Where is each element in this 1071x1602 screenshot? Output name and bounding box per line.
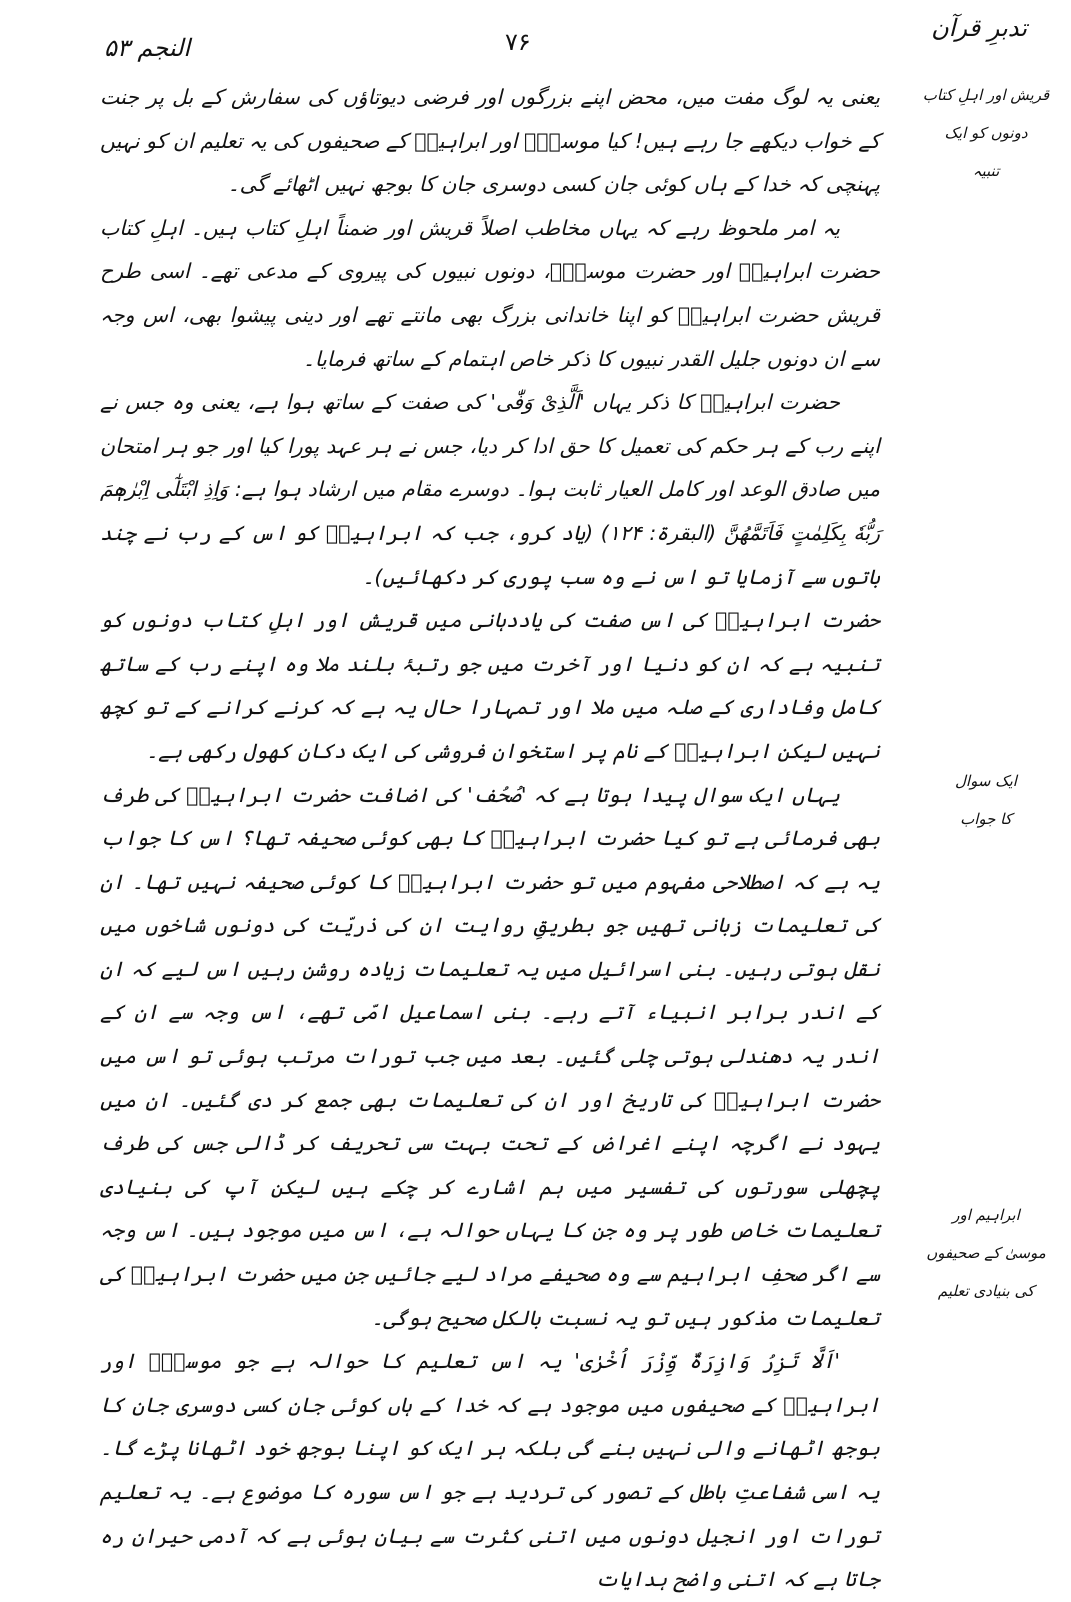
main-text xyxy=(100,76,880,1602)
book-title: تدبرِ قرآن xyxy=(931,14,1027,42)
page-header xyxy=(0,14,1071,74)
paragraph: 'اَلَّا تَزِرُ وَازِرَةٌ وِّزْرَ اُخْرٰی' یہ اس تعلیم کا حوالہ ہے جو موسیٰؑ اور ابراہیمؑ کے صحیفوں میں موجود ہے کہ خدا کے ہاں کوئی جان کسی دوسری جان کا بوجھ اٹھانے والی نہیں بنے گی بلکہ ہر ایک کو اپنا بوجھ خود اٹھانا پڑے گا۔ یہ اسی شفاعتِ باطل کے تصور کی تردید ہے جو اس سورہ کا موضوع ہے۔ یہ تعلیم تورات اور انجیل دونوں میں اتنی کثرت سے بیان ہوئی ہے کہ آدمی حیران رہ جاتا ہے کہ اتنی واضح ہدایات xyxy=(100,1349,880,1592)
paragraph: یہ امر ملحوظ رہے کہ یہاں مخاطب اصلاً قریش اور ضمناً اہلِ کتاب ہیں۔ اہلِ کتاب حضرت ابراہیمؑ اور حضرت موسیٰؑ، دونوں نبیوں کی پیروی کے مدعی تھے۔ اسی طرح قریش حضرت ابراہیمؑ کو اپنا خاندانی بزرگ بھی مانتے تھے اور دینی پیشوا بھی، اس وجہ سے ان دونوں جلیل القدر نبیوں کا ذکر خاص اہتمام کے ساتھ فرمایا۔ xyxy=(100,215,880,371)
paragraph: یعنی یہ لوگ مفت میں، محض اپنے بزرگوں اور فرضی دیوتاؤں کی سفارش کے بل پر جنت کے خواب دیکھے جا رہے ہیں! کیا موسیٰؑ اور ابراہیمؑ کے صحیفوں کی یہ تعلیم ان کو نہیں پہنچی کہ خدا کے ہاں کوئی جان کسی دوسری جان کا بوجھ نہیں اٹھائے گی۔ xyxy=(100,85,880,197)
margin-note-question xyxy=(901,762,1071,838)
page-number: ۷۶ xyxy=(505,28,531,56)
margin-note-line: ابراہیم اور xyxy=(952,1206,1020,1224)
margin-note-warning xyxy=(901,76,1071,190)
paragraph: حضرت ابراہیمؑ کی اس صفت کی یاددہانی میں قریش اور اہلِ کتاب دونوں کو تنبیہ ہے کہ ان کو دنیا اور آخرت میں جو رتبۂ بلند ملا وہ اپنے رب کے ساتھ کامل وفاداری کے صلہ میں ملا اور تمہارا حال یہ ہے کہ کرنے کرانے کے تو کچھ نہیں لیکن ابراہیمؑ کے نام پر استخوان فروشی کی ایک دکان کھول رکھی ہے۔ xyxy=(100,608,880,763)
margin-note-line: دونوں کو ایک xyxy=(944,124,1028,142)
margin-note-line: ایک سوال xyxy=(955,772,1017,790)
margin-note-line: تنبیہ xyxy=(972,162,1000,180)
margin-note-teaching xyxy=(901,1196,1071,1310)
surah-name: النجم ۵۳ xyxy=(104,34,191,62)
paragraph: یہاں ایک سوال پیدا ہوتا ہے کہ 'صُحُف' کی اضافت حضرت ابراہیمؑ کی طرف بھی فرمائی ہے تو کیا حضرت ابراہیمؑ کا بھی کوئی صحیفہ تھا؟ اس کا جواب یہ ہے کہ اصطلاحی مفہوم میں تو حضرت ابراہیمؑ کا کوئی صحیفہ نہیں تھا۔ ان کی تعلیمات زبانی تھیں جو بطریقِ روایت ان کی ذریّت کی دونوں شاخوں میں نقل ہوتی رہیں۔ بنی اسرائیل میں یہ تعلیمات زیادہ روشن رہیں اس لیے کہ ان کے اندر برابر انبیاء آتے رہے۔ بنی اسماعیل امّی تھے، اس وجہ سے ان کے اندر یہ دھندلی ہوتی چلی گئیں۔ بعد میں جب تورات مرتب ہوئی تو اس میں حضرت ابراہیمؑ کی تاریخ اور ان کی تعلیمات بھی جمع کر دی گئیں۔ ان میں یہود نے اگرچہ اپنے اغراض کے تحت بہت سی تحریف کر ڈالی جس کی طرف پچھلی سورتوں کی تفسیر میں ہم اشارے کر چکے ہیں لیکن آپ کی بنیادی تعلیمات خاص طور پر وہ جن کا یہاں حوالہ ہے، اس میں موجود ہیں۔ اس وجہ سے اگر صحفِ ابراہیم سے وہ صحیفے مراد لیے جائیں جن میں حضرت ابراہیمؑ کی تعلیمات مذکور ہیں تو یہ نسبت بالکل صحیح ہوگی۔ xyxy=(100,782,880,1330)
margin-note-line: کا جواب xyxy=(960,810,1012,828)
margin-note-line: موسیٰ کے صحیفوں xyxy=(926,1244,1046,1262)
margin-note-line: قریش اور اہلِ کتاب xyxy=(922,86,1050,104)
margin-note-line: کی بنیادی تعلیم xyxy=(937,1282,1035,1300)
paragraph: حضرت ابراہیمؑ کا ذکر یہاں 'اَلَّذِیْ وَفّٰی' کی صفت کے ساتھ ہوا ہے، یعنی وہ جس نے اپنے رب کے ہر حکم کی تعمیل کا حق ادا کر دیا، جس نے ہر عہد پورا کیا اور جو ہر امتحان میں صادق الوعد اور کامل العیار ثابت ہوا۔ دوسرے مقام میں ارشاد ہوا ہے: وَاِذِ ابْتَلٰٓی اِبْرٰھٖمَ رَبُّهٗ بِكَلِمٰتٍ فَاَتَمَّهُنَّ (البقرۃ: ۱۲۴) (یاد کرو، جب کہ ابراہیمؑ کو اس کے رب نے چند باتوں سے آزمایا تو اس نے وہ سب پوری کر دکھائیں)۔ xyxy=(100,390,881,589)
